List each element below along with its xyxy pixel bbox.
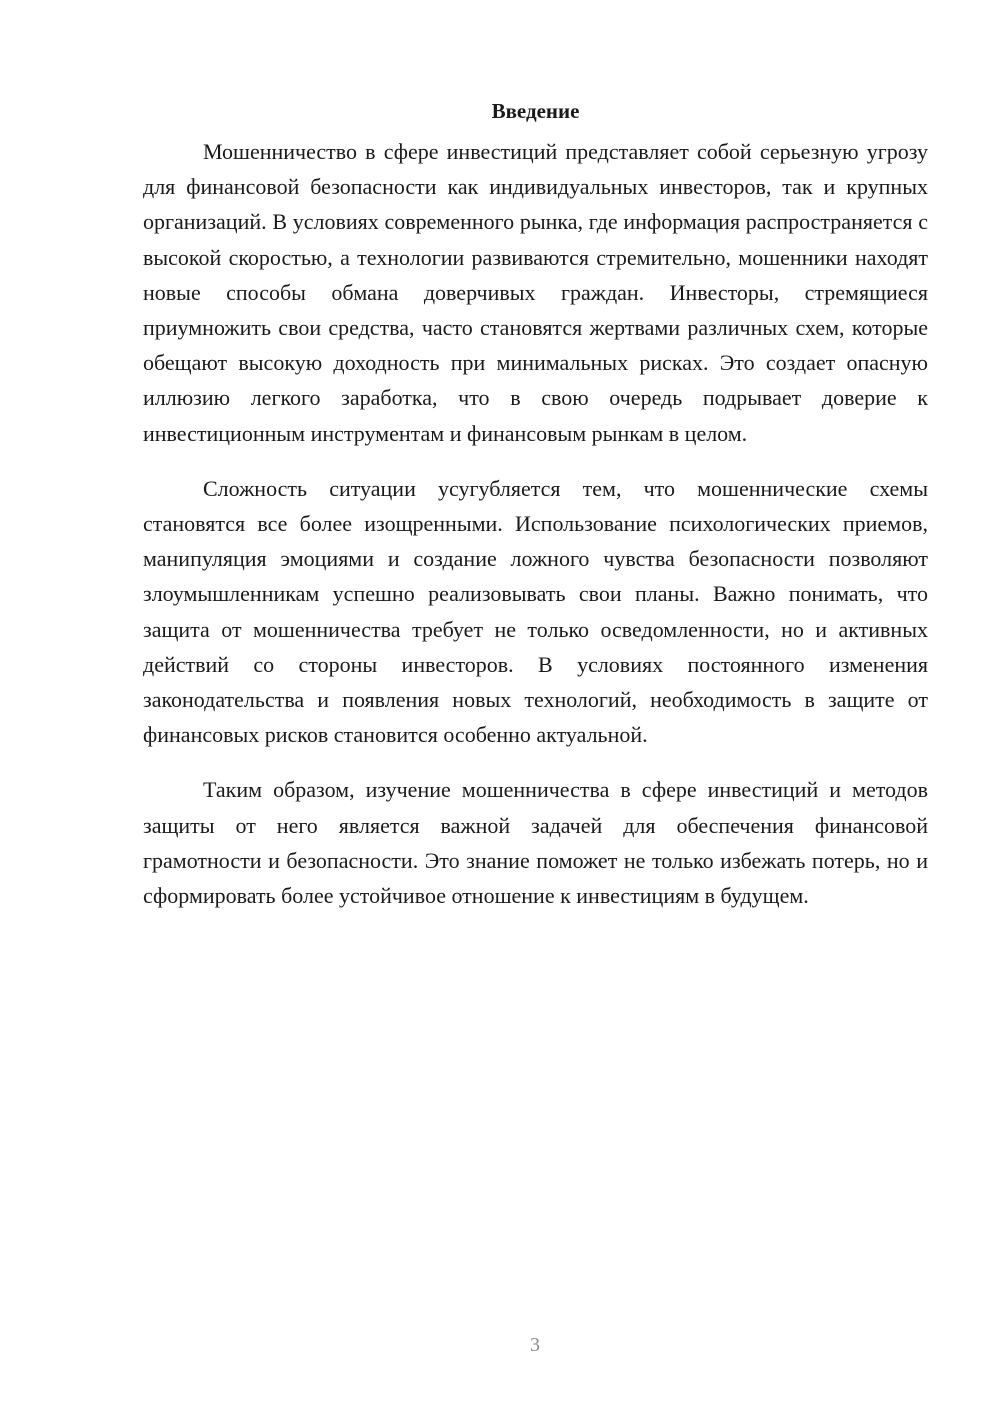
paragraph-3: Таким образом, изучение мошенничества в сфере инвестиций и методов защиты от него является важной задачей для обеспечения финансовой грамотности и безопасности. Это знание поможет не только избежать потерь, но и сформировать более устойчивое отношение к инвестициям в будущем.: [143, 777, 928, 909]
page-number: 3: [530, 1334, 540, 1356]
paragraph-2: Сложность ситуации усугубляется тем, что мошеннические схемы становятся все более изощренными. Использование психологических приемов, манипуляция эмоциями и создание ложного чувства безопасности позволяют злоумышленникам успешно реализовывать свои планы. Важно понимать, что защита от мошенничества требует не только осведомленности, но и активных действий со стороны инвесторов. В условиях постоянного изменения законодательства и появления новых технологий, необходимость в защите от финансовых рисков становится особенно актуальной.: [143, 475, 928, 748]
section-heading: Введение: [491, 99, 580, 123]
paragraph-1: Мошенничество в сфере инвестиций представляет собой серьезную угрозу для финансовой безопасности как индивидуальных инвесторов, так и крупных организаций. В условиях современного рынка, где информация распространяется с высокой скоростью, а технологии развиваются стремительно, мошенники находят новые способы обмана доверчивых граждан. Инвесторы, стремящиеся приумножить свои средства, часто становятся жертвами различных схем, которые обещают высокую доходность при минимальных рисках. Это создает опасную иллюзию легкого заработка, что в свою очередь подрывает доверие к инвестиционным инструментам и финансовым рынкам в целом.: [143, 139, 928, 446]
document-body: [143, 96, 928, 933]
